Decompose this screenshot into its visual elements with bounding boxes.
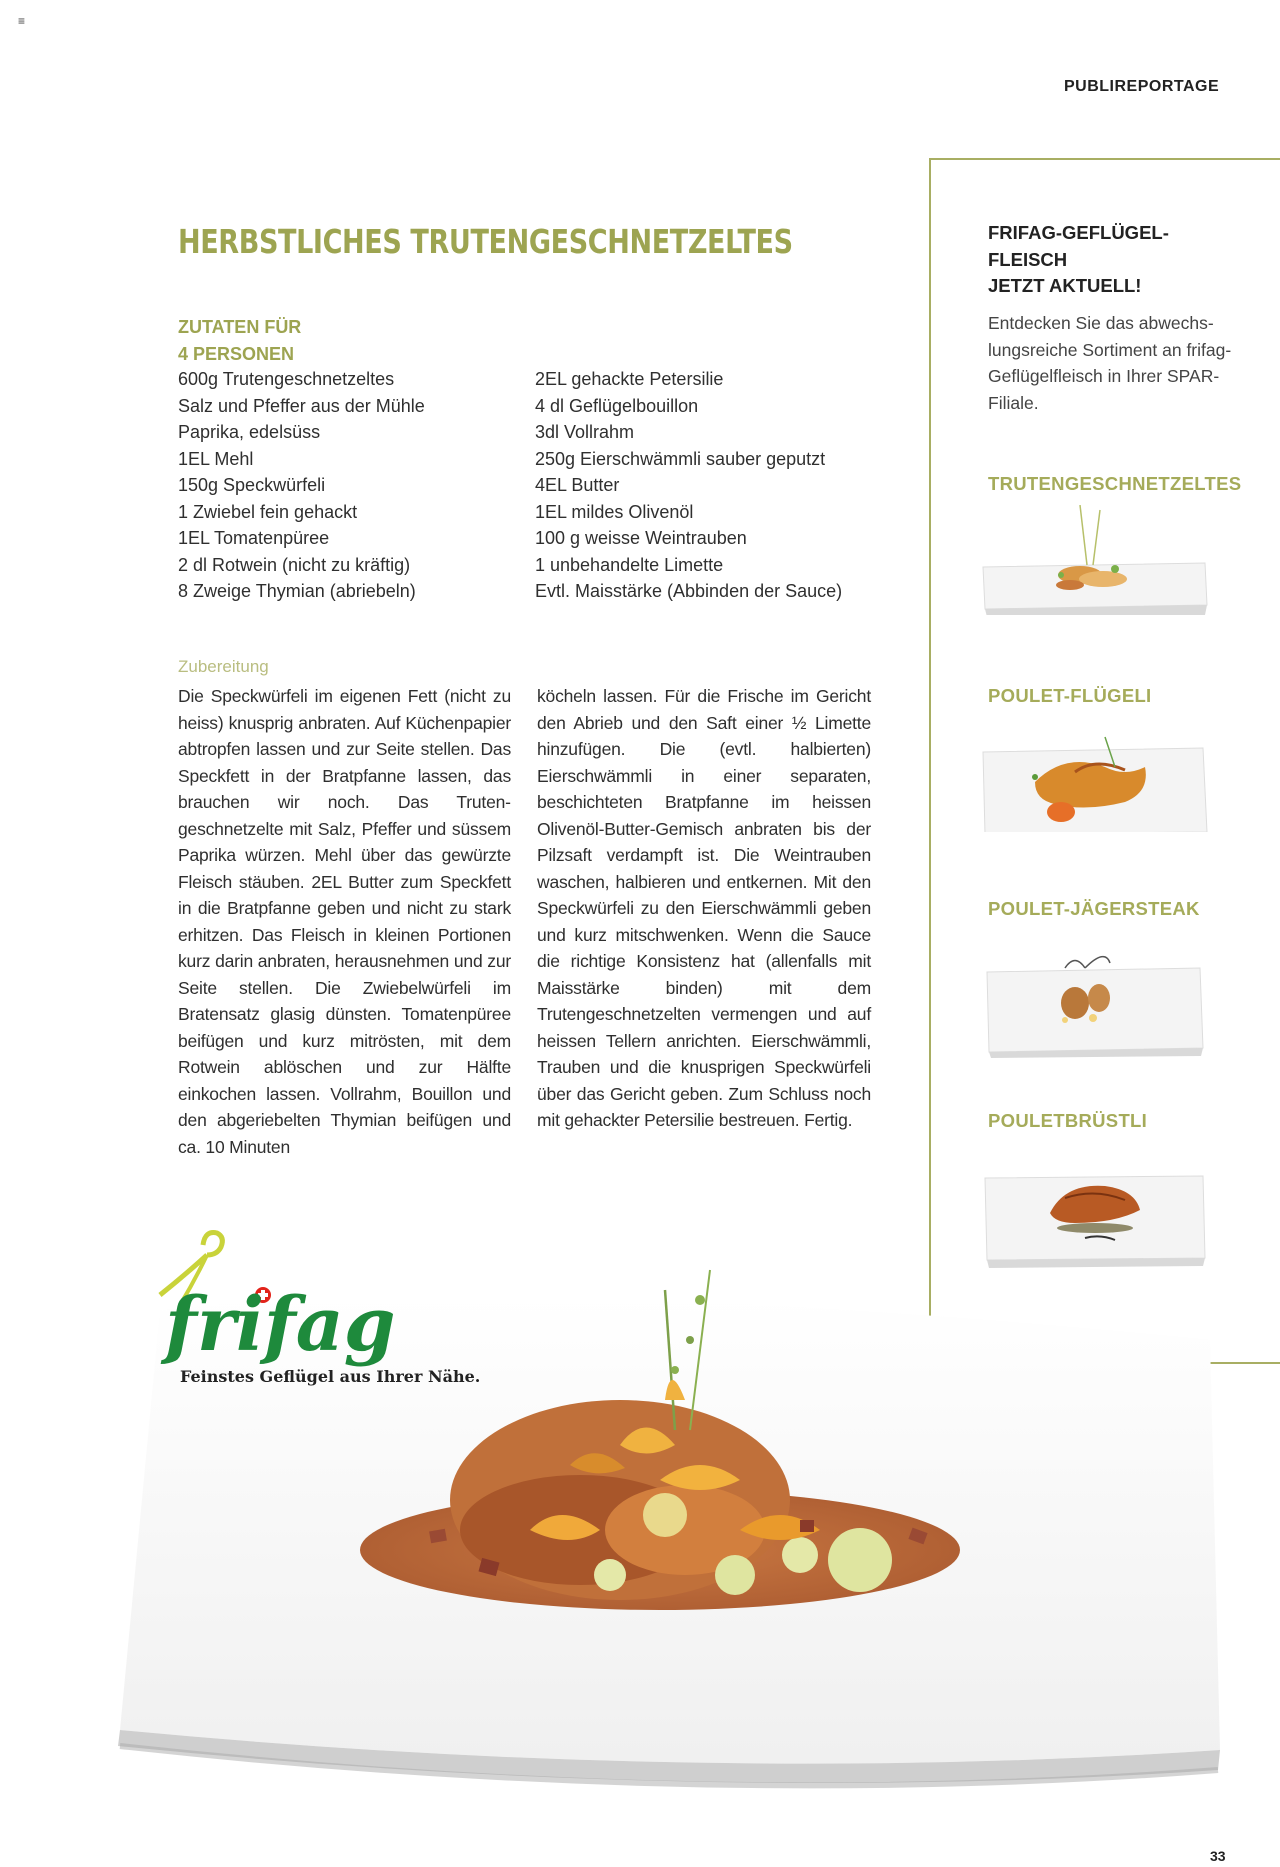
ingredient-item: 2 dl Rotwein (nicht zu kräftig)	[178, 554, 411, 575]
brand-slogan: Feinstes Geflügel aus Ihrer Nähe.	[180, 1367, 481, 1386]
product-image-poulet-fluegeli	[975, 722, 1215, 832]
section-tag: PUBLIREPORTAGE	[1064, 78, 1220, 95]
frifag-logo	[145, 1225, 445, 1385]
product-image-poulet-jaegersteak	[975, 948, 1215, 1058]
ingredient-item: Paprika, edelsüss	[178, 422, 321, 442]
recipe-title: HERBSTLICHES TRUTENGESCHNETZELTES	[178, 222, 793, 261]
ingredients-list-right	[535, 366, 842, 605]
ingredient-item: Evtl. Maisstärke (Abbinden der Sauce)	[535, 581, 843, 601]
ingredients-heading	[178, 314, 301, 367]
ingredient-item: 1EL Mehl	[178, 448, 254, 469]
ingredient-item: 150g Speckwürfeli	[178, 475, 326, 495]
product-label-pouletbruestli: POULETBRÜSTLI	[988, 1110, 1148, 1131]
product-label-poulet-jaegersteak: POULET-JÄGERSTEAK	[988, 898, 1200, 919]
ingredient-item: 2EL gehackte Petersilie	[535, 369, 724, 389]
ingredient-item: 600g Trutengeschnetzeltes	[178, 369, 395, 389]
ingredient-item: 1 unbehandelte Limette	[535, 554, 724, 575]
sidebar-heading	[988, 220, 1169, 300]
ingredients-heading-line2: 4 PERSONEN	[178, 343, 295, 364]
preparation-heading: Zubereitung	[178, 657, 269, 676]
ingredient-item: 8 Zweige Thymian (abriebeln)	[178, 581, 416, 601]
ingredient-item: Salz und Pfeffer aus der Mühle	[178, 395, 425, 416]
ingredient-item: 1EL Tomatenpüree	[178, 528, 330, 548]
ingredient-item: 4EL Butter	[535, 475, 620, 495]
ingredient-item: 3dl Vollrahm	[535, 422, 635, 442]
sidebar-heading-line1: FRIFAG-GEFLÜGEL-	[988, 222, 1169, 243]
product-label-poulet-fluegeli: POULET-FLÜGELI	[988, 685, 1152, 706]
page-number: 33	[1210, 1848, 1226, 1864]
product-image-trutengeschnetzeltes	[975, 505, 1215, 615]
preparation-text-left: Die Speckwürfeli im eigenen Fett (nicht zu heiss) knusprig anbraten. Auf Küchenpapier abtropfen lassen und zur Seite stellen. Das Speckfett in der Bratpfanne lassen, das brauchen wir noch. Das Trutengeschnetzelte mit Salz, Pfeffer und süssem Paprika würzen. Mehl über das gewürzte Fleisch stäuben. 2EL Butter zum Speckfett in die Bratpfanne geben und nicht zu stark erhitzen. Das Fleisch in kleinen Portionen kurz darin anbraten, herausnehmen und zur Seite stellen. Die Zwiebelwürfeli im Bratensatz glasig dünsten. Tomatenpüree beifügen und kurz mitrösten, mit dem Rotwein ablöschen und zur Hälfte einkochen lassen. Vollrahm, Bouillon und den abgeriebelten Thymian beifügen und ca. 10 Minuten	[178, 686, 511, 1157]
ingredient-item: 1 Zwiebel fein gehackt	[178, 501, 358, 522]
ingredient-item: 1EL mildes Olivenöl	[535, 501, 694, 522]
menu-glyph: ≡	[18, 14, 26, 28]
sidebar-text: Entdecken Sie das abwechslungsreiche Sortiment an frifag-Geflügelfleisch in Ihrer SPAR-Filiale.	[988, 313, 1232, 413]
ingredient-item: 100 g weisse Weintrauben	[535, 528, 747, 548]
ingredients-heading-line1: ZUTATEN FÜR	[178, 317, 302, 337]
ingredient-item: 4 dl Geflügelbouillon	[535, 395, 699, 416]
preparation-text-right: köcheln lassen. Für die Frische im Gericht den Abrieb und den Saft einer ½ Limette hinzufügen. Die (evtl. halbierten) Eierschwämmli in einer separaten, beschichteten Bratpfanne im heissen Olivenöl-Butter-Gemisch anbraten bis der Pilzsaft verdampft ist. Die Weintrauben waschen, halbieren und entkernen. Mit den Speckwürfeli zu den Eierschwämmli geben und kurz mitschwenken. Wenn die Sauce die richtige Konsistenz hat (allenfalls mit Maisstärke binden) mit dem Trutengeschnetzelten vermengen und auf heissen Tellern anrichten. Eierschwämmli, Trauben und die knusprigen Speckwürfeli über das Gericht geben. Zum Schluss noch mit gehackter Petersilie bestreuen. Fertig.	[537, 686, 871, 1130]
ingredient-item: 250g Eierschwämmli sauber geputzt	[535, 448, 826, 469]
product-label-trutengeschnetzeltes: TRUTENGESCHNETZELTES	[988, 473, 1242, 494]
ingredients-list-left	[178, 366, 425, 605]
frifag-logo-wordmark: frifag	[165, 1282, 396, 1368]
sidebar-heading-line2: FLEISCH	[988, 248, 1068, 270]
sidebar-heading-line3: JETZT AKTUELL!	[988, 275, 1142, 296]
